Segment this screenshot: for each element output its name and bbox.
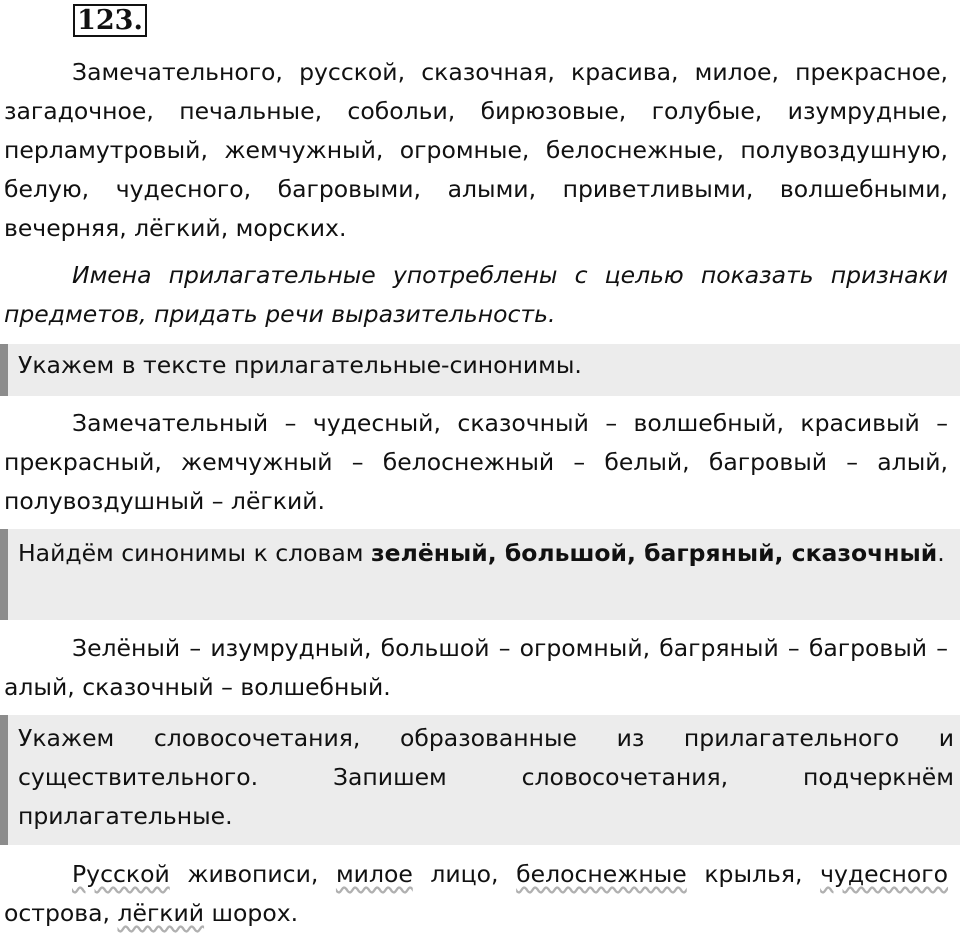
- found-synonyms-paragraph: [4, 629, 948, 707]
- underlined-adjective: белоснежные: [516, 860, 687, 888]
- synonyms-text: Замечательный – чудесный, сказочный – волшебный, красивый – прекрасный, жемчужный – белоснежный – белый, багровый – алый, полувоздушный – лёгкий.: [4, 409, 948, 515]
- exercise-number: 123.: [73, 4, 147, 37]
- task-box-phrases: [0, 715, 960, 845]
- task-box-find-synonyms: [0, 529, 960, 620]
- synonyms-paragraph: [4, 404, 948, 521]
- underlined-adjective: лёгкий: [117, 899, 205, 927]
- task-text-phrases: Укажем словосочетания, образованные из прилагательного и существительного. Запишем словосочетания, подчеркнём прилагательные.: [18, 724, 954, 830]
- underlined-adjective: милое: [335, 860, 413, 888]
- underlined-adjective: чудесного: [820, 860, 948, 888]
- explanation-paragraph: [4, 256, 948, 334]
- adjective-list-paragraph: [4, 53, 948, 248]
- target-words: зелёный, большой, багряный, сказочный: [371, 539, 938, 567]
- task-box-synonyms: [0, 344, 960, 396]
- found-synonyms-text: Зелёный – изумрудный, большой – огромный, багряный – багровый – алый, сказочный – волшебный.: [4, 634, 948, 701]
- phrases-paragraph: Русской живописи, милое лицо, белоснежные крылья, чудесного острова, лёгкий шорох.: [4, 860, 948, 927]
- adjective-list-text: Замечательного, русской, сказочная, красива, милое, прекрасное, загадочное, печальные, собольи, бирюзовые, голубые, изумрудные, перламутровый, жемчужный, огромные, белоснежные, полувоздушную, белую, чудесного, багровыми, алыми, приветливыми, волшебными, вечерняя, лёгкий, морских.: [4, 58, 948, 242]
- task-text-synonyms: Укажем в тексте прилагательные-синонимы.: [18, 351, 582, 379]
- underlined-adjective: Русской: [72, 860, 170, 888]
- task-text-find-synonyms: Найдём синонимы к словам зелёный, большой, багряный, сказочный.: [18, 539, 945, 567]
- explanation-text: Имена прилагательные употреблены с целью показать признаки предметов, придать речи выразительность.: [4, 261, 948, 328]
